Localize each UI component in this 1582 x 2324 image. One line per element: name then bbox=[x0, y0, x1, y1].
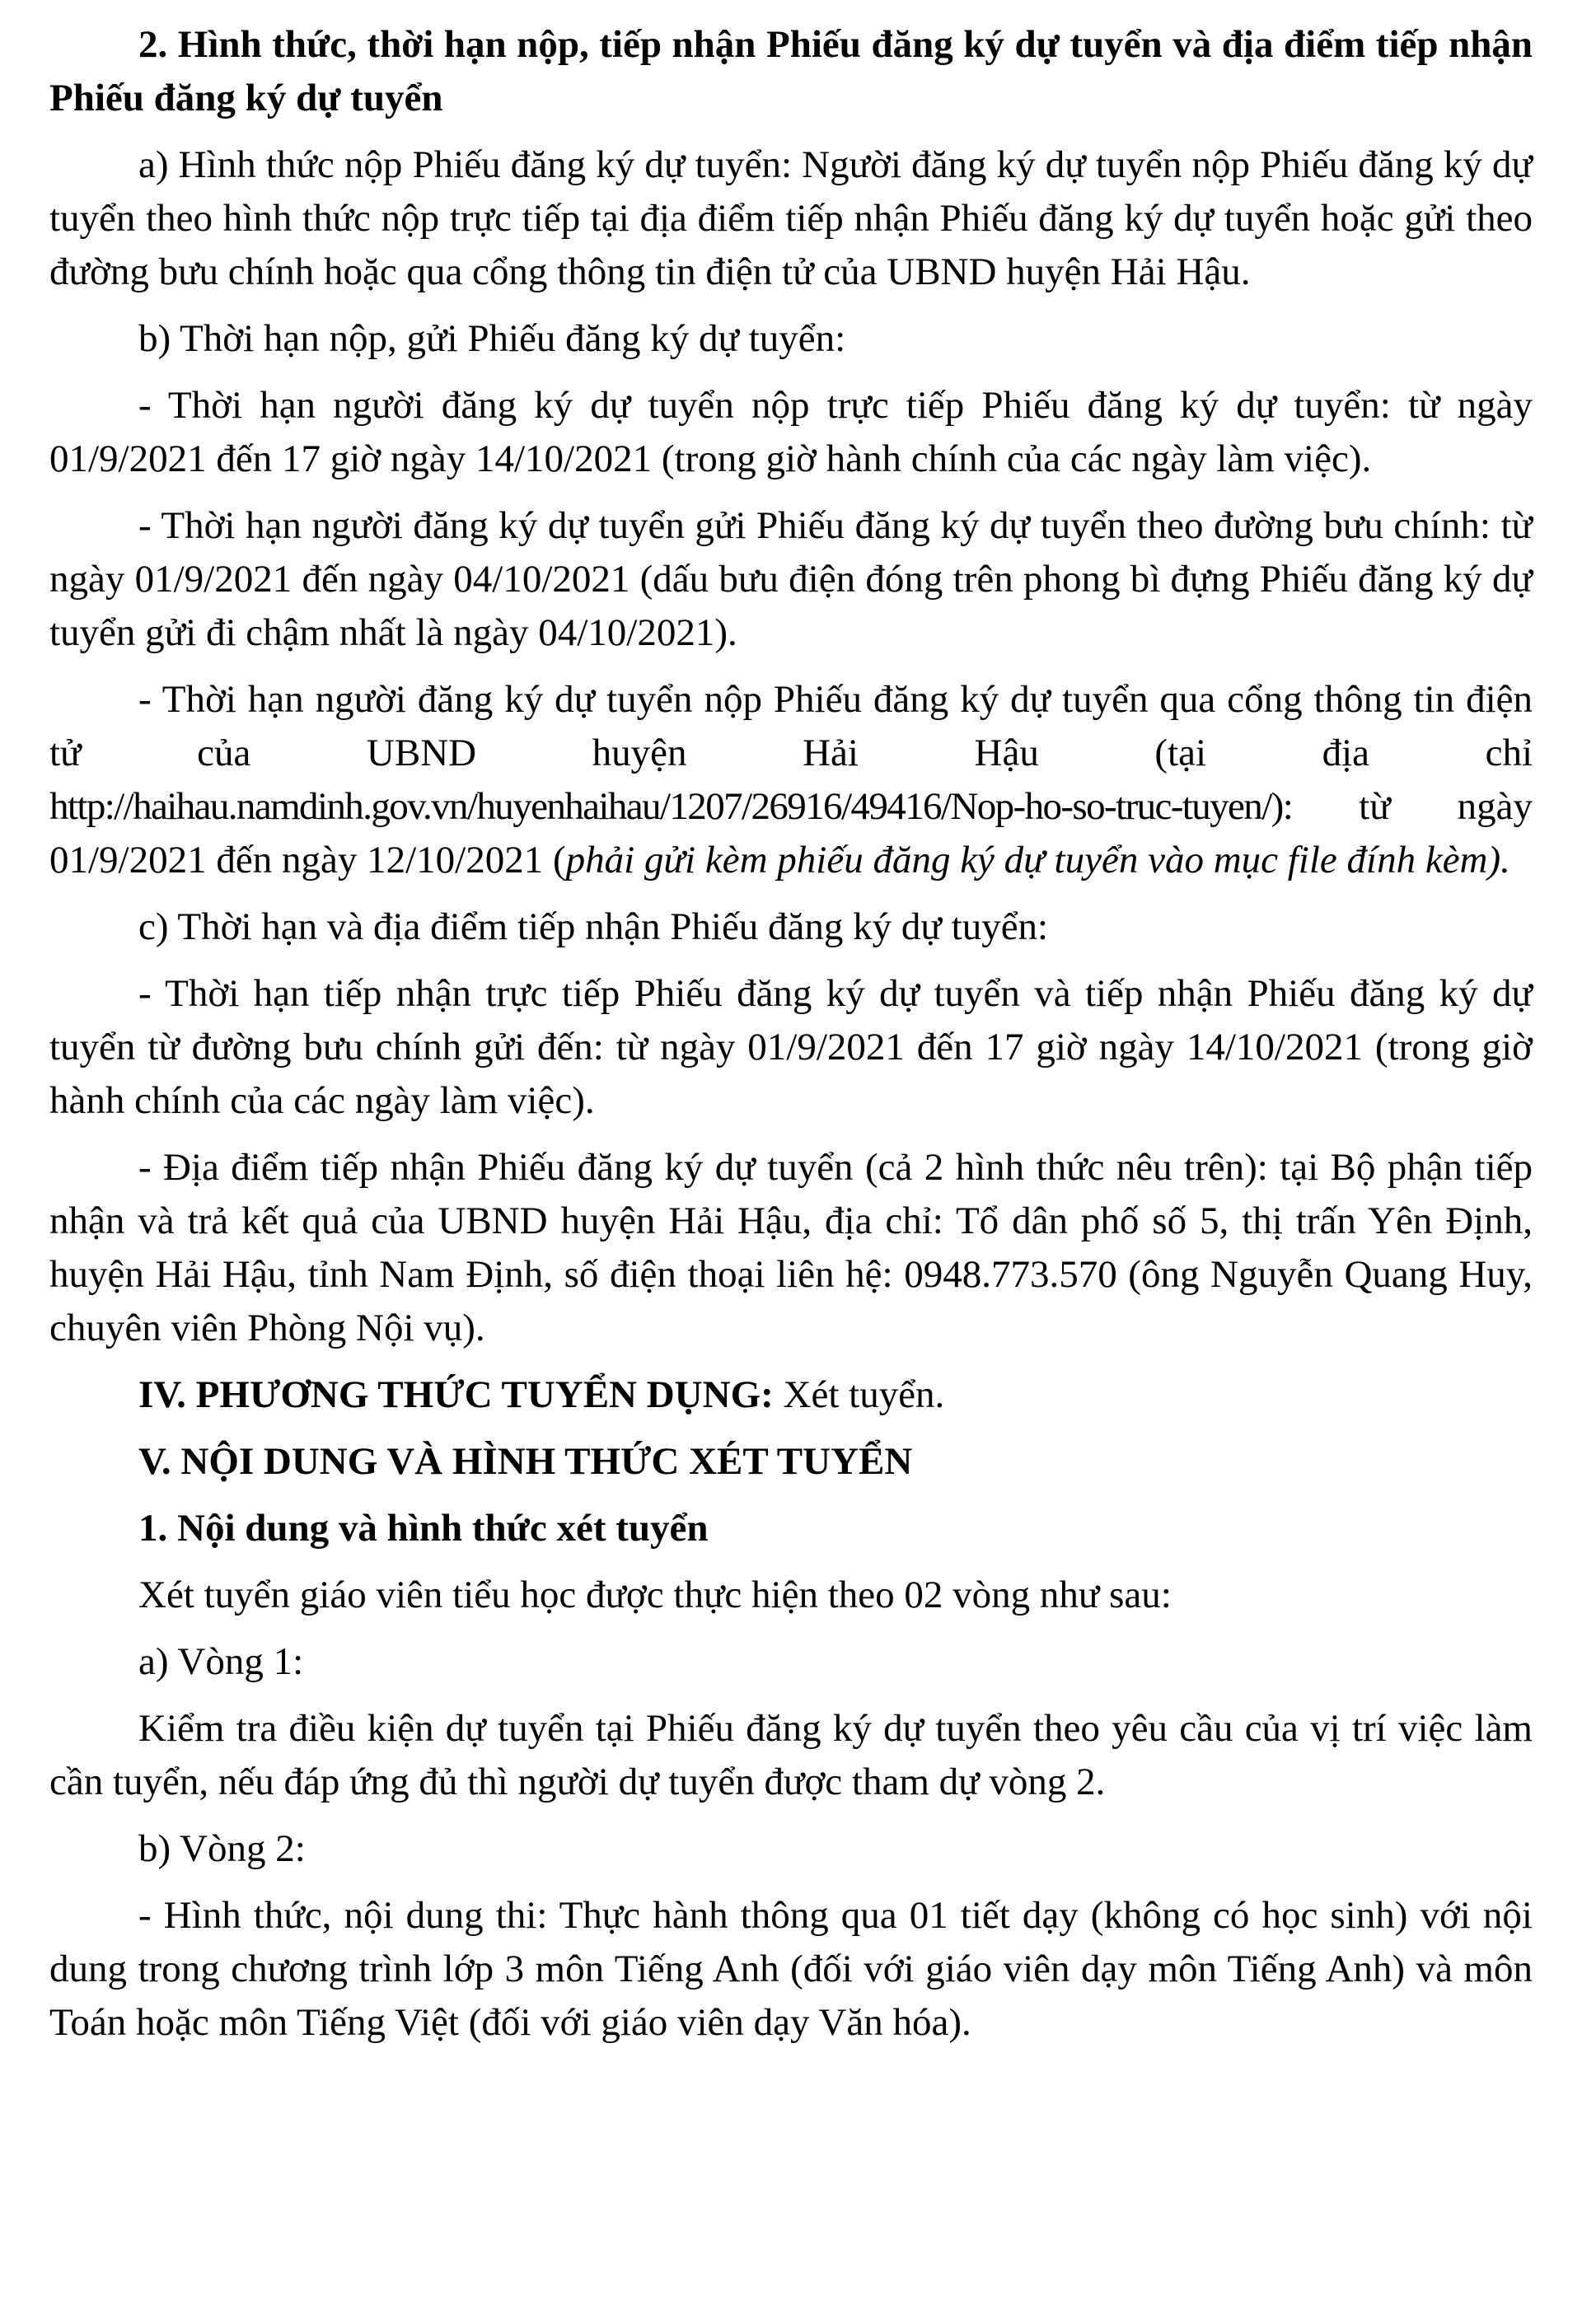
round-1-title: a) Vòng 1: bbox=[138, 1640, 304, 1683]
section-iv-value: Xét tuyển. bbox=[773, 1373, 945, 1416]
round-2-text: - Hình thức, nội dung thi: Thực hành thông qua 01 tiết dạy (không có học sinh) với nội dung trong chương trình lớp 3 môn Tiếng Anh (đối với giáo viên dạy môn Tiếng Anh) và môn Toán hoặc môn Tiếng Việt (đối với giáo viên dạy Văn hóa). bbox=[49, 1894, 1533, 2044]
b3-attachment-note: phải gửi kèm phiếu đăng ký dự tuyển vào mục file đính kèm). bbox=[565, 839, 1510, 881]
document-page bbox=[49, 18, 1533, 2063]
section-v-subheading: 1. Nội dung và hình thức xét tuyển bbox=[138, 1507, 709, 1550]
section-v-intro: Xét tuyển giáo viên tiểu học được thực hiện theo 02 vòng như sau: bbox=[138, 1573, 1172, 1616]
section-2-heading: 2. Hình thức, thời hạn nộp, tiếp nhận Phiếu đăng ký dự tuyển và địa điểm tiếp nhận Phiếu đăng ký dự tuyển bbox=[49, 23, 1533, 119]
paragraph-a-submission-form: a) Hình thức nộp Phiếu đăng ký dự tuyển: Người đăng ký dự tuyển nộp Phiếu đăng ký dự tuyển theo hình thức nộp trực tiếp tại địa điểm tiếp nhận Phiếu đăng ký dự tuyển hoặc gửi theo đường bưu chính hoặc qua cổng thông tin điện tử của UBND huyện Hải Hậu. bbox=[49, 143, 1533, 293]
paragraph-b3-online-deadline bbox=[49, 673, 1533, 887]
b3-date-text: từ ngày 01/9/2021 đến ngày 12/10/2021 ( bbox=[49, 785, 1533, 881]
paragraph-b-title: b) Thời hạn nộp, gửi Phiếu đăng ký dự tuyển: bbox=[138, 317, 846, 360]
section-iv-recruitment-method bbox=[49, 1368, 1533, 1422]
round-2-title: b) Vòng 2: bbox=[138, 1827, 306, 1870]
section-v-heading: V. NỘI DUNG VÀ HÌNH THỨC XÉT TUYỂN bbox=[138, 1440, 913, 1483]
paragraph-c1-receiving-deadline: - Thời hạn tiếp nhận trực tiếp Phiếu đăng ký dự tuyển và tiếp nhận Phiếu đăng ký dự tuyển từ đường bưu chính gửi đến: từ ngày 01/9/2021 đến 17 giờ ngày 14/10/2021 (trong giờ hành chính của các ngày làm việc). bbox=[49, 972, 1533, 1122]
section-iv-label: IV. PHƯƠNG THỨC TUYỂN DỤNG: bbox=[138, 1373, 774, 1416]
paragraph-b1-direct-deadline: - Thời hạn người đăng ký dự tuyển nộp trực tiếp Phiếu đăng ký dự tuyển: từ ngày 01/9/2021 đến 17 giờ ngày 14/10/2021 (trong giờ hành chính của các ngày làm việc). bbox=[49, 384, 1533, 480]
paragraph-c-title: c) Thời hạn và địa điểm tiếp nhận Phiếu đăng ký dự tuyển: bbox=[138, 905, 1049, 948]
online-portal-url: http://haihau.namdinh.gov.vn/huyenhaihau/1207/26916/49416/Nop-ho-so-truc-tuyen/): bbox=[49, 785, 1293, 828]
paragraph-c2-receiving-location: - Địa điểm tiếp nhận Phiếu đăng ký dự tuyển (cả 2 hình thức nêu trên): tại Bộ phận tiếp nhận và trả kết quả của UBND huyện Hải Hậu, địa chỉ: Tổ dân phố số 5, thị trấn Yên Định, huyện Hải Hậu, tỉnh Nam Định, số điện thoại liên hệ: 0948.773.570 (ông Nguyễn Quang Huy, chuyên viên Phòng Nội vụ). bbox=[49, 1146, 1533, 1349]
round-1-text: Kiểm tra điều kiện dự tuyển tại Phiếu đăng ký dự tuyển theo yêu cầu của vị trí việc làm cần tuyển, nếu đáp ứng đủ thì người dự tuyển được tham dự vòng 2. bbox=[49, 1707, 1533, 1803]
paragraph-b2-postal-deadline: - Thời hạn người đăng ký dự tuyển gửi Phiếu đăng ký dự tuyển theo đường bưu chính: từ ngày 01/9/2021 đến ngày 04/10/2021 (dấu bưu điện đóng trên phong bì đựng Phiếu đăng ký dự tuyển gửi đi chậm nhất là ngày 04/10/2021). bbox=[49, 504, 1533, 654]
b3-intro-text: - Thời hạn người đăng ký dự tuyển nộp Phiếu đăng ký dự tuyển qua cổng thông tin điện tử của UBND huyện Hải Hậu (tại địa chỉ bbox=[49, 678, 1533, 774]
